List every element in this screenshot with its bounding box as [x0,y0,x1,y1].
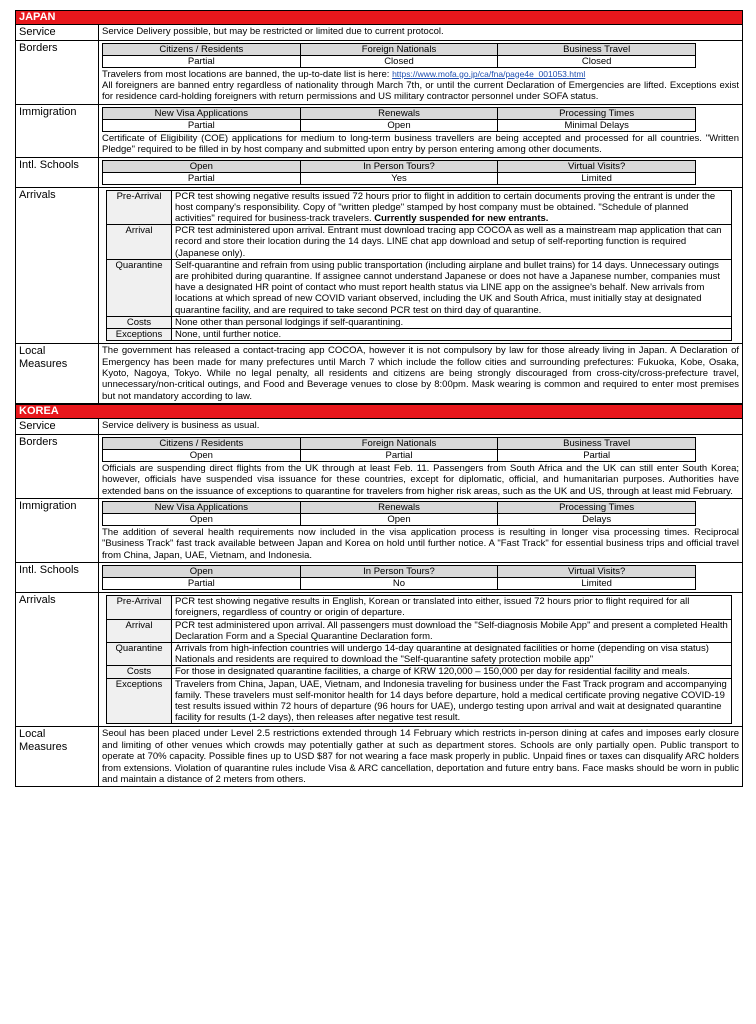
status-value: Open [103,513,301,525]
korea-local-row [16,727,743,787]
borders-status-table [102,437,696,462]
row-label: Borders [16,40,99,104]
arrival-key: Quarantine [107,259,172,316]
status-value: Partial [103,172,301,184]
status-header: Business Travel [498,437,696,449]
status-value: Limited [498,172,696,184]
country-header-korea: KOREA [15,404,743,418]
status-header: Virtual Visits? [498,566,696,578]
status-header: Renewals [300,107,498,119]
status-header: Open [103,566,301,578]
schools-status-table [102,565,696,590]
arrivals-table [106,190,732,342]
borders-text: Travelers from most locations are banned, the up-to-date list is here: [102,68,393,80]
status-value: Partial [300,449,498,461]
arrival-key: Arrival [107,619,172,642]
arrival-key: Exceptions [107,328,172,340]
japan-immigration-row [16,104,743,157]
status-value: Partial [498,449,696,461]
row-label: Arrivals [16,187,99,344]
arrival-key: Pre-Arrival [107,190,172,225]
immigration-status-table [102,501,696,526]
status-value: Delays [498,513,696,525]
korea-schools-row [16,563,743,593]
document-page [15,10,743,787]
immigration-text: Certificate of Eligibility (COE) applications for medium to long-term business travellers are being accepted and processed for all countries. "Written Pledge" required to be filled in by host company and submitted upon entry by person entering among other documents. [102,132,739,156]
korea-borders-row [16,434,743,498]
mofa-link[interactable]: https://www.mofa.go.jp/ca/fna/page4e_001053.html [392,68,586,79]
borders-text: Officials are suspending direct flights from the UK through at least Feb. 11. Passengers from South Africa and the UK can still enter South Korea; however, officials have suspended visa issuance for these countries, except for diplomatic, official, and humanitarian purposes. Authorities have extended bans on the issuance of exceptions to quarantine for travelers from higher risk areas, such as the UK and US, through at least mid February. [102,462,739,497]
status-header: Processing Times [498,107,696,119]
korea-immigration-row [16,498,743,562]
status-value: Minimal Delays [498,119,696,131]
arrival-text: Self-quarantine and refrain from using public transportation (including airplane and bullet trains) for 14 days. Unnecessary outings are prohibited during quarantine. If assignee cannot understand Japanese or does not have a Japanese number, companies must have a designated HR point of contact who must report health status via LINE app on the assignee's behalf. New arrivals from locations at which spread of new COVID variant observed, including the UK and South Africa, must initially stay at designated quarantine facility, and are required to take second PCR test on third day of quarantine. [172,259,732,316]
japan-table [15,24,743,404]
status-header: Citizens / Residents [103,437,301,449]
local-measures-text: Seoul has been placed under Level 2.5 restrictions extended through 14 February which restricts in-person dining at cafes and imposes early closure and limiting of other venues which crowds may potentially gather at such as department stores. Schools are only partially open. Public transport to operate at 70% capacity. Possible fines up to USD $87 for not wearing a face mask properly in public. Unpaid fines or taxes can disqualify ARC holders from extensions. Violation of quarantine rules include Visa & ARC cancellation, deportation and future entry bans. Face masks should be worn in public and maintain a distance of 2 meters from others. [99,727,743,787]
row-label: Local Measures [16,344,99,404]
arrival-text: PCR test showing negative results in English, Korean or translated into either, issued 72 hours prior to flight required for all foreigners, regardless of country or origin of departure. [172,596,732,619]
status-value: Closed [300,55,498,67]
status-header: Citizens / Residents [103,43,301,55]
arrival-text: For those in designated quarantine facilities, a charge of KRW 120,000 – 150,000 per day for residential facility and meals. [172,666,732,678]
arrival-text: PCR test administered upon arrival. All passengers must download the "Self-diagnosis Mobile App" and present a completed Health Declaration Form and a Special Quarantine Declaration form. [172,619,732,642]
borders-status-table [102,43,696,68]
status-header: Virtual Visits? [498,160,696,172]
status-value: Partial [103,578,301,590]
status-header: Foreign Nationals [300,437,498,449]
status-header: In Person Tours? [300,566,498,578]
status-value: Partial [103,55,301,67]
country-header-japan: JAPAN [15,10,743,24]
arrivals-table [106,595,732,724]
japan-borders-row [16,40,743,104]
arrival-key: Pre-Arrival [107,596,172,619]
status-value: Limited [498,578,696,590]
arrival-key: Quarantine [107,642,172,665]
immigration-text: The addition of several health requirements now included in the visa application process is resulting in longer visa processing times. Reciprocal "Business Track" fast track available between Japan and Korea on hold until further notice. A "Fast Track" for essential business trips and official travel from China, Japan, UAE, Vietnam, and Indonesia. [102,526,739,561]
status-value: No [300,578,498,590]
status-header: New Visa Applications [103,501,301,513]
status-value: Yes [300,172,498,184]
status-header: Business Travel [498,43,696,55]
row-label: Service [16,25,99,41]
status-header: New Visa Applications [103,107,301,119]
korea-table [15,418,743,787]
immigration-status-table [102,107,696,132]
arrival-text: Arrivals from high-infection countries will undergo 14-day quarantine at designated facilities or home (depending on visa status) Nationals and residents are required to download the "Self-quarantine safety protection mobile app" [172,642,732,665]
status-header: Foreign Nationals [300,43,498,55]
arrival-key: Exceptions [107,678,172,724]
status-header: In Person Tours? [300,160,498,172]
japan-service-row [16,25,743,41]
japan-local-row [16,344,743,404]
arrival-text [172,190,732,225]
row-label: Intl. Schools [16,157,99,187]
borders-text-2: All foreigners are banned entry regardless of nationality through March 7th, or until the current Declaration of Emergencies are lifted. Exceptions exist for residence card-holding foreigners with return permissions and US military contractor personnel under SOFA status. [102,79,739,103]
korea-service-row [16,419,743,435]
arrival-key: Arrival [107,225,172,260]
arrival-text: PCR test administered upon arrival. Entrant must download tracing app COCOA as well as a mainstream map application that can record and store their location during the 14 days. LINE chat app download and setup of self-reporting function is required (Japanese only). [172,225,732,260]
service-text: Service delivery is business as usual. [99,419,743,435]
row-label: Arrivals [16,593,99,727]
row-label: Intl. Schools [16,563,99,593]
status-header: Open [103,160,301,172]
row-label: Borders [16,434,99,498]
row-label: Immigration [16,104,99,157]
japan-arrivals-row [16,187,743,344]
status-value: Open [300,513,498,525]
row-label: Service [16,419,99,435]
borders-note [102,69,739,80]
arrival-key: Costs [107,316,172,328]
korea-arrivals-row [16,593,743,727]
japan-schools-row [16,157,743,187]
service-text: Service Delivery possible, but may be restricted or limited due to current protocol. [99,25,743,41]
arrival-text: None other than personal lodgings if self-quarantining. [172,316,732,328]
row-label: Immigration [16,498,99,562]
local-measures-text: The government has released a contact-tracing app COCOA, however it is not compulsory by law for those already living in Japan. A Declaration of Emergency has been made for many prefectures until March 7 which include the follow cities and surrounding prefectures: Fukuoka, Kobe, Osaka, Kyoto, Nagoya, Tokyo. While no legal penalty, all residents and citizens are being strongly discouraged from cross-city/cross-prefecture travel, unnecessary/non-critical outings, and Food and Beverage venues to close by 8:00pm. Mask wearing is common and required to enter most premises but not mandatory according to law. [99,344,743,404]
status-header: Processing Times [498,501,696,513]
arrival-bold-note: Currently suspended for new entrants. [374,212,549,224]
arrival-key: Costs [107,666,172,678]
arrival-text: None, until further notice. [172,328,732,340]
schools-status-table [102,160,696,185]
arrival-text: Travelers from China, Japan, UAE, Vietnam, and Indonesia traveling for business under the Fast Track program and accompanying family. These travelers must self-monitor health for 14 days before departure, hold a medical certificate proving negative COVID-19 test results issued within 72 hours of departure (96 hours for UAE), undergo testing upon arrival and wait at designated quarantine facility for results (1-2 days), then releases after negative test result. [172,678,732,724]
row-label: Local Measures [16,727,99,787]
status-value: Open [103,449,301,461]
status-value: Open [300,119,498,131]
status-header: Renewals [300,501,498,513]
status-value: Partial [103,119,301,131]
arrival-text-part: PCR test showing negative results issued 72 hours prior to flight in addition to certain documents proving the entrant is under the host company's responsibility. Copy of "written pledge" stamped by host company must be obtained. "Schedule of planned activities" required for business-track travelers. [175,190,716,224]
status-value: Closed [498,55,696,67]
